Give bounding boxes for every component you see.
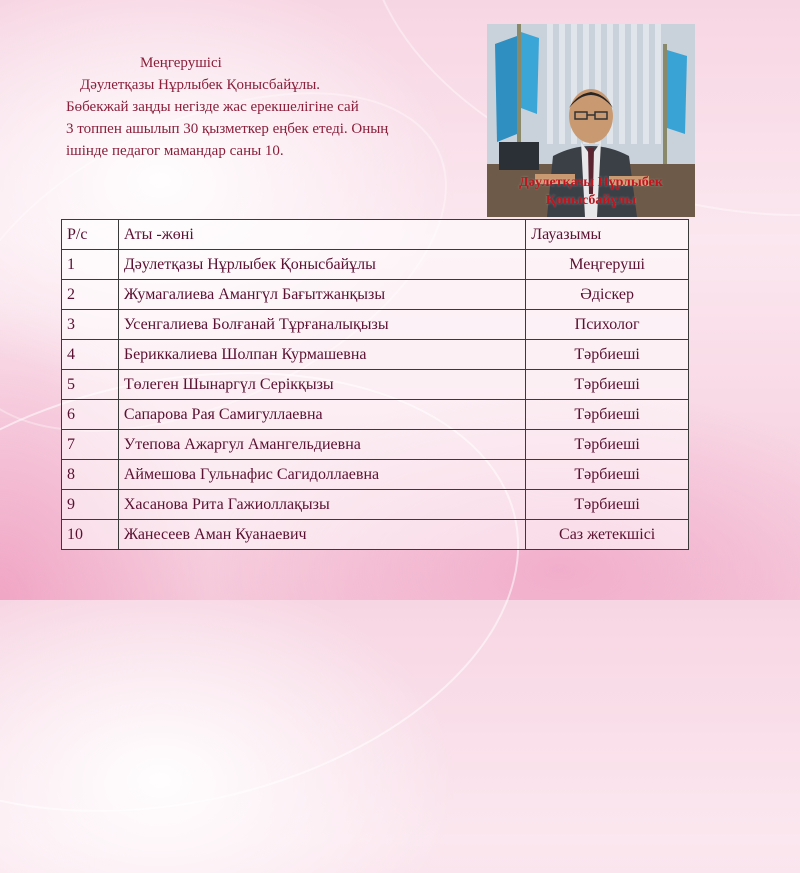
row-name: Утепова Ажаргул Амангельдиевна xyxy=(118,430,525,460)
table-row xyxy=(62,520,689,550)
row-number: 8 xyxy=(62,460,119,490)
row-position: Тәрбиеші xyxy=(526,370,689,400)
row-number: 5 xyxy=(62,370,119,400)
row-position: Тәрбиеші xyxy=(526,400,689,430)
table-row xyxy=(62,400,689,430)
header-number: Р/с xyxy=(62,220,119,250)
row-name: Аймешова Гульнафис Сагидоллаевна xyxy=(118,460,525,490)
row-number: 9 xyxy=(62,490,119,520)
photo-caption-line: Дәулетқазы Нұрлыбек xyxy=(519,175,663,190)
row-position: Психолог xyxy=(526,310,689,340)
intro-line: 3 топпен ашылып 30 қызметкер еңбек етеді. Оның xyxy=(66,121,389,137)
director-photo xyxy=(487,24,695,217)
row-number: 3 xyxy=(62,310,119,340)
intro-line: Бөбекжай заңды негізде жас ерекшелігіне сай xyxy=(66,99,359,115)
row-name: Сапарова Рая Самигуллаевна xyxy=(118,400,525,430)
row-name: Бериккалиева Шолпан Курмашевна xyxy=(118,340,525,370)
header-position: Лауазымы xyxy=(526,220,689,250)
intro-title: Меңгерушісі xyxy=(140,55,222,71)
row-position: Тәрбиеші xyxy=(526,340,689,370)
row-name: Хасанова Рита Гажиоллақызы xyxy=(118,490,525,520)
table-row xyxy=(62,430,689,460)
row-name: Жумагалиева Амангүл Бағытжанқызы xyxy=(118,280,525,310)
row-number: 1 xyxy=(62,250,119,280)
row-position: Тәрбиеші xyxy=(526,490,689,520)
table-row xyxy=(62,460,689,490)
staff-table xyxy=(61,219,689,550)
row-number: 7 xyxy=(62,430,119,460)
row-number: 6 xyxy=(62,400,119,430)
director-name: Дәулетқазы Нұрлыбек Қонысбайұлы. xyxy=(80,77,321,93)
row-name: Төлеген Шынаргүл Серікқызы xyxy=(118,370,525,400)
row-position: Меңгеруші xyxy=(526,250,689,280)
row-name: Усенгалиева Болғанай Тұрғаналықызы xyxy=(118,310,525,340)
table-header-row xyxy=(62,220,689,250)
table-row xyxy=(62,250,689,280)
table-row xyxy=(62,370,689,400)
row-number: 10 xyxy=(62,520,119,550)
row-name: Жанесеев Аман Куанаевич xyxy=(118,520,525,550)
intro-text xyxy=(66,52,486,162)
row-name: Дәулетқазы Нұрлыбек Қонысбайұлы xyxy=(118,250,525,280)
table-row xyxy=(62,490,689,520)
row-position: Әдіскер xyxy=(526,280,689,310)
header-name: Аты -жөні xyxy=(118,220,525,250)
row-number: 2 xyxy=(62,280,119,310)
intro-line: ішінде педагог мамандар саны 10. xyxy=(66,143,284,159)
row-position: Саз жетекшісі xyxy=(526,520,689,550)
table-row xyxy=(62,310,689,340)
table-row xyxy=(62,280,689,310)
row-number: 4 xyxy=(62,340,119,370)
photo-caption xyxy=(487,174,695,210)
row-position: Тәрбиеші xyxy=(526,430,689,460)
photo-caption-line: Қонысбайұлы xyxy=(545,193,637,208)
row-position: Тәрбиеші xyxy=(526,460,689,490)
table-row xyxy=(62,340,689,370)
